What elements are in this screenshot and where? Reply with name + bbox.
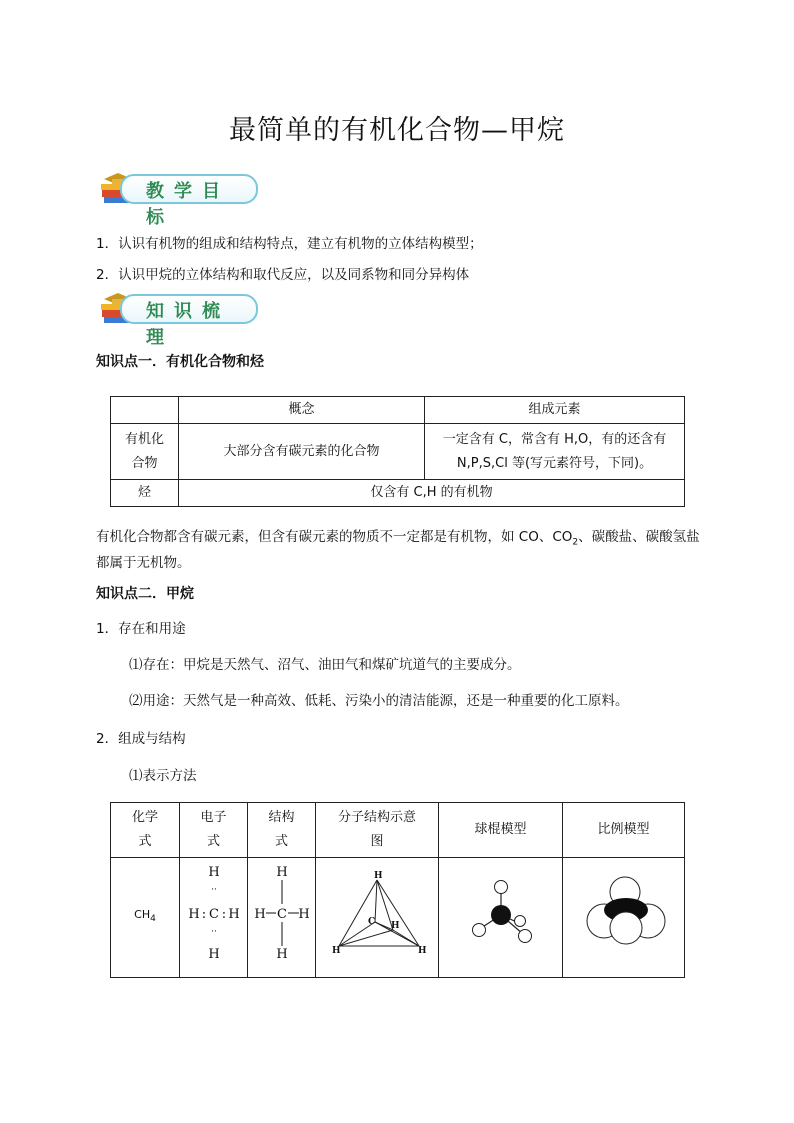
cell-organic-concept: 大部分含有碳元素的化合物 xyxy=(179,424,425,480)
svg-text:H: H xyxy=(187,907,200,922)
section-banner-goals xyxy=(98,170,258,228)
col-header-electron: 电子 式 xyxy=(180,803,248,858)
kp2-section-2: 2．组成与结构 xyxy=(96,731,186,747)
svg-text::: : xyxy=(201,907,206,922)
electron-formula-figure xyxy=(181,858,247,968)
svg-text:C: C xyxy=(208,907,219,922)
space-filling-model-figure xyxy=(564,858,684,968)
cell-electron-formula xyxy=(180,858,248,978)
goal-item-1: 1．认识有机物的组成和结构特点，建立有机物的立体结构模型； xyxy=(96,236,483,252)
kp2-section-1: 1．存在和用途 xyxy=(96,621,186,637)
row-name-hydrocarbon: 烃 xyxy=(111,480,179,507)
cell-molecular-diagram xyxy=(316,858,439,978)
col-header-structural: 结构 式 xyxy=(248,803,316,858)
svg-text:H: H xyxy=(332,946,341,956)
col-header-space-filling: 比例模型 xyxy=(563,803,685,858)
col-header-concept: 概念 xyxy=(179,397,425,424)
methane-representation-table xyxy=(110,802,685,978)
col-header-formula: 化学 式 xyxy=(111,803,180,858)
col-header-diagram: 分子结构示意 图 xyxy=(316,803,439,858)
svg-text::: : xyxy=(221,907,226,922)
goal-item-2: 2．认识甲烷的立体结构和取代反应，以及同系物和同分异构体 xyxy=(96,267,470,283)
svg-text:H: H xyxy=(391,921,400,931)
banner-label-knowledge: 知识梳理 xyxy=(146,301,230,348)
svg-text:H: H xyxy=(275,865,288,880)
kp2-existence: ⑴存在：甲烷是天然气、沼气、油田气和煤矿坑道气的主要成分。 xyxy=(129,657,521,673)
page-title: 最简单的有机化合物—甲烷 xyxy=(229,115,565,146)
kp2-use: ⑵用途：天然气是一种高效、低耗、污染小的清洁能源，还是一种重要的化工原料。 xyxy=(129,693,629,709)
cell-formula: $CH_4$ xyxy=(111,858,180,978)
kp2-representation: ⑴表示方法 xyxy=(129,768,197,784)
svg-text:H: H xyxy=(275,947,288,962)
svg-text:H: H xyxy=(297,907,310,922)
cell-space-filling-model xyxy=(563,858,685,978)
svg-text:··: ·· xyxy=(210,885,217,895)
structural-formula-figure xyxy=(249,858,315,968)
kp1-note: 有机化合物都含有碳元素，但含有碳元素的物质不一定都是有机物，如 CO、$CO_2$、碳酸盐、碳酸氢盐 都属于无机物。 xyxy=(96,529,700,571)
svg-text:H: H xyxy=(227,907,240,922)
svg-text:H: H xyxy=(207,865,220,880)
cell-hydrocarbon-concept: 仅含有 C,H 的有机物 xyxy=(179,480,685,507)
svg-text:H: H xyxy=(374,871,383,881)
col-header-elements: 组成元素 xyxy=(425,397,685,424)
svg-text:H: H xyxy=(253,907,266,922)
cell-ball-stick-model xyxy=(439,858,563,978)
ball-stick-model-figure xyxy=(441,858,561,968)
svg-text:··: ·· xyxy=(210,927,217,937)
section-banner-knowledge xyxy=(98,290,258,348)
row-name-organic: 有机化 合物 xyxy=(111,424,179,480)
kp1-heading: 知识点一．有机化合物和烃 xyxy=(96,354,264,370)
organic-compound-table xyxy=(110,396,685,507)
tetrahedron-diagram xyxy=(317,858,437,968)
banner-label-goals: 教学目标 xyxy=(146,181,230,228)
cell-organic-elements: 一定含有 C，常含有 H,O，有的还含有 N,P,S,Cl 等(写元素符号，下同)。 xyxy=(425,424,685,480)
col-header-ball-stick: 球棍模型 xyxy=(439,803,563,858)
cell-structural-formula xyxy=(248,858,316,978)
kp2-heading: 知识点二．甲烷 xyxy=(96,586,194,602)
svg-text:C: C xyxy=(276,907,287,922)
svg-text:H: H xyxy=(418,946,427,956)
svg-text:C: C xyxy=(368,917,376,927)
svg-text:H: H xyxy=(207,947,220,962)
